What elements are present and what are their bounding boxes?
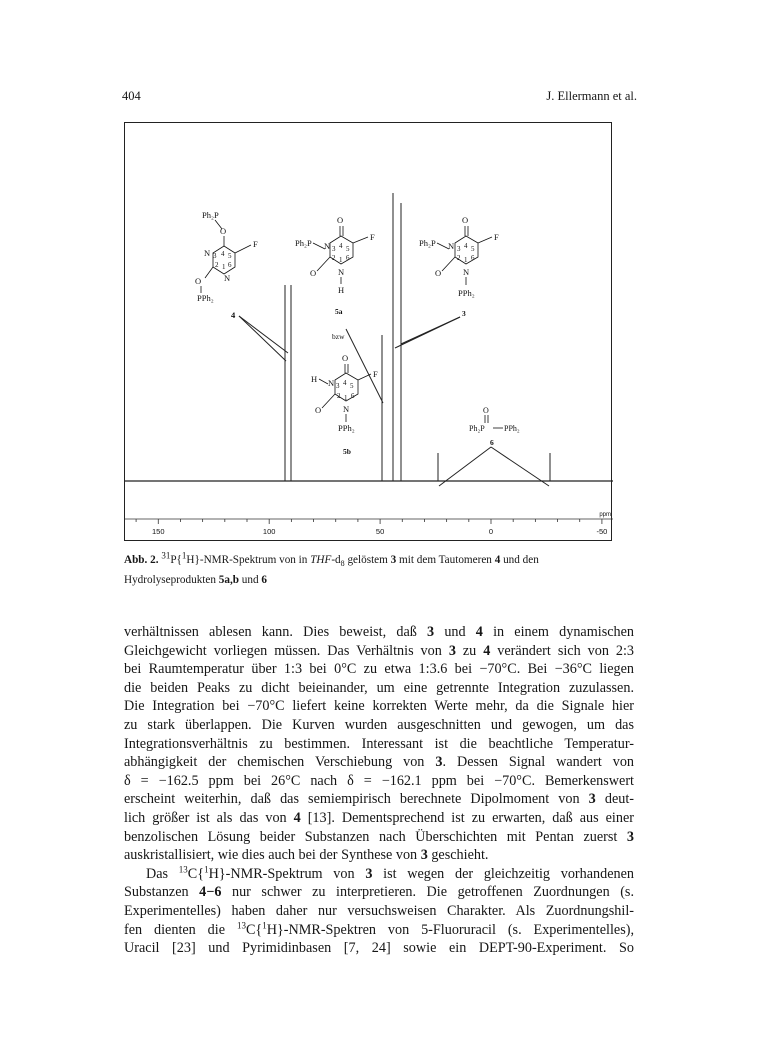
svg-text:5: 5: [350, 382, 354, 390]
svg-text:3: 3: [462, 309, 466, 318]
text-line: erscheint weiterhin, daß das semiempirisch berechnete Dipolmoment von 3 deut-: [124, 791, 634, 808]
svg-text:N: N: [324, 241, 331, 251]
text-line: Die Integration bei −70°C liefert keine korrekten Werte mehr, da die Signale hier: [124, 698, 634, 715]
svg-text:Ph₂P: Ph₂P: [295, 238, 312, 248]
structure-4: [195, 210, 258, 320]
svg-text:O: O: [435, 268, 442, 278]
svg-text:1: 1: [222, 263, 226, 271]
svg-text:PPh₂: PPh₂: [458, 288, 475, 298]
svg-text:N: N: [328, 378, 335, 388]
svg-text:O: O: [315, 405, 322, 415]
spectrum-plot: [125, 123, 613, 542]
text-line: die beiden Peaks zu dicht beieinander, um eine getrennte Integration zuzulassen.: [124, 679, 634, 696]
svg-text:5b: 5b: [343, 447, 351, 456]
text-line: δ = −162.5 ppm bei 26°C nach δ = −162.1 ppm bei −70°C. Bemerkenswert: [124, 772, 634, 789]
paragraph-1: [124, 623, 634, 865]
page-number: 404: [122, 89, 141, 103]
running-head: J. Ellermann et al.: [546, 89, 637, 103]
svg-text:N: N: [448, 241, 455, 251]
svg-text:H: H: [311, 374, 318, 384]
svg-text:N: N: [463, 267, 470, 277]
svg-text:5: 5: [471, 245, 475, 253]
svg-text:O: O: [310, 268, 317, 278]
svg-text:4: 4: [231, 310, 236, 320]
figure-caption: Abb. 2. $^{31}$P{$^1$H}-NMR-Spektrum von in THF-$d_8$ gelöstem 3 mit dem Tautomeren 4 und den Hydrolyseprodukten 5a,b und 6: [124, 550, 539, 587]
svg-text:N: N: [343, 404, 350, 414]
text-line: Gleichgewicht vorliegen müssen. Das Verhältnis von 3 zu 4 verändert sich von 2:3: [124, 642, 635, 659]
svg-text:6: 6: [346, 254, 350, 262]
axis-tick-label: 100: [262, 527, 276, 536]
svg-text:3: 3: [457, 245, 461, 253]
svg-text:O: O: [462, 215, 469, 225]
svg-text:4: 4: [221, 250, 225, 258]
svg-text:F: F: [253, 239, 258, 249]
svg-text:O: O: [483, 406, 489, 415]
svg-text:F: F: [373, 369, 378, 379]
text-line: Integrationsverhältnis zu bestimmen. Interessant ist die beachtliche Temperatur-: [124, 735, 634, 752]
svg-text:O: O: [342, 353, 349, 363]
svg-text:N: N: [204, 248, 211, 258]
structure-3: [419, 215, 499, 318]
structure-6: [469, 406, 520, 447]
svg-text:4: 4: [343, 379, 347, 387]
axis-tick-label: -50: [596, 527, 608, 536]
text-line: lich größer ist als das von 4 [13]. Dementsprechend ist zu erwarten, daß aus einer: [124, 809, 634, 826]
svg-text:5: 5: [228, 252, 232, 260]
svg-text:O: O: [220, 226, 227, 236]
structure-5a: [295, 215, 375, 341]
text-line: bei Raumtemperatur über 1:3 bei 0°C zu etwa 1:3.6 bei −70°C. Bei −36°C liegen: [124, 661, 634, 678]
svg-text:3: 3: [213, 252, 217, 260]
svg-text:PPh₂: PPh₂: [338, 423, 355, 433]
svg-text:5a: 5a: [335, 307, 343, 316]
axis-tick-label: 50: [375, 527, 385, 536]
svg-text:2: 2: [457, 254, 461, 262]
svg-text:4: 4: [464, 242, 468, 250]
svg-text:Ph₂P: Ph₂P: [202, 210, 219, 220]
text-line: zu stark überlappen. Die Kurven wurden ausgeschnitten und gewogen, um das: [124, 716, 634, 733]
svg-text:1: 1: [464, 256, 468, 264]
svg-text:6: 6: [490, 438, 494, 447]
svg-text:3: 3: [332, 245, 336, 253]
svg-text:PPh₂: PPh₂: [504, 424, 520, 433]
svg-text:Ph₂P: Ph₂P: [469, 424, 485, 433]
svg-text:N: N: [338, 267, 345, 277]
figure-nmr-spectrum: [124, 122, 612, 541]
svg-text:6: 6: [351, 392, 355, 400]
svg-text:2: 2: [337, 392, 341, 400]
svg-text:6: 6: [471, 254, 475, 262]
svg-text:F: F: [370, 232, 375, 242]
axis-tick-label: 0: [488, 527, 494, 536]
svg-text:N: N: [224, 273, 231, 283]
body-text: [124, 623, 634, 958]
axis-unit: ppm: [599, 512, 611, 518]
svg-text:Ph₂P: Ph₂P: [419, 238, 436, 248]
text-line: abhängigkeit der chemischen Verschiebung von 3. Dessen Signal wandert von: [124, 754, 635, 771]
svg-text:6: 6: [228, 261, 232, 269]
svg-text:bzw: bzw: [332, 332, 345, 341]
svg-text:H: H: [338, 285, 345, 295]
structure-5b: [311, 353, 378, 456]
text-line: auskristallisiert, wie dies auch bei der Synthese von 3 geschieht.: [124, 847, 489, 864]
svg-text:1: 1: [339, 256, 343, 264]
text-line: verhältnissen ablesen kann. Dies beweist, daß 3 und 4 in einem dynamischen: [124, 624, 634, 640]
svg-text:4: 4: [339, 242, 343, 250]
svg-text:PPh₂: PPh₂: [197, 293, 214, 303]
svg-text:1: 1: [344, 394, 348, 402]
svg-text:3: 3: [336, 382, 340, 390]
svg-text:5: 5: [346, 245, 350, 253]
paragraph-2: Das $^{13}$C{$^1$H}-NMR-Spektrum von 3 ist wegen der gleichzeitig vorhandenen Substanzen 4−6 nur schwer zu interpretieren. Die getroffenen Zuordnungen (s. Experimentelles) haben daher nur versuchsweisen Charakter. Als Zuordnungshil- fen dienten die $^{13}$C{$^1$H}-NMR-Spektren von 5-Fluoruracil (s. Experimentelles), Uracil [23] und Pyrimidinbasen [7, 24] sowie ein DEPT-90-Experiment. So: [124, 863, 635, 957]
svg-text:O: O: [195, 276, 202, 286]
axis-tick-label: 150: [152, 527, 165, 536]
text-line: benzolischen Lösung beider Substanzen nach Überschichten mit Pentan zuerst 3: [124, 828, 634, 845]
svg-text:2: 2: [332, 254, 336, 262]
svg-text:O: O: [337, 215, 344, 225]
svg-text:F: F: [494, 232, 499, 242]
svg-text:2: 2: [215, 261, 219, 269]
